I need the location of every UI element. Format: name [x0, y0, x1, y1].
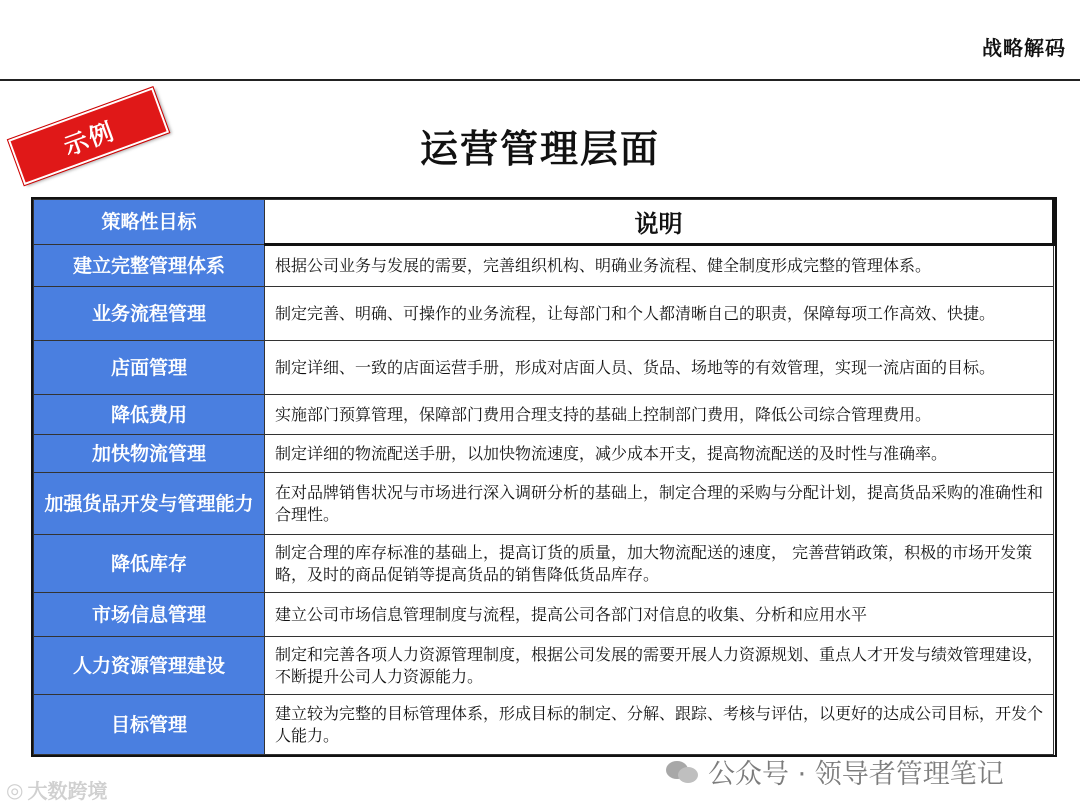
example-stamp: 示例: [8, 87, 169, 185]
goal-cell: 目标管理: [34, 695, 265, 755]
table-row: [34, 637, 1054, 695]
goal-cell: 店面管理: [34, 341, 265, 395]
desc-cell: 制定详细的物流配送手册，以加快物流速度，减少成本开支，提高物流配送的及时性与准确率。: [265, 435, 1054, 473]
desc-cell: 制定完善、明确、可操作的业务流程，让每部门和个人都清晰自己的职责，保障每项工作高效、快捷。: [265, 287, 1054, 341]
goal-column-header: 策略性目标: [34, 200, 265, 245]
desc-cell: 制定和完善各项人力资源管理制度，根据公司发展的需要开展人力资源规划、重点人才开发与绩效管理建设，不断提升公司人力资源能力。: [265, 637, 1054, 695]
goal-cell: 人力资源管理建设: [34, 637, 265, 695]
goal-cell: 市场信息管理: [34, 593, 265, 637]
page-title: 运营管理层面: [419, 127, 660, 171]
watermark-left-text: 大数跨境: [27, 779, 108, 803]
header-divider: [0, 79, 1080, 81]
goal-cell: 建立完整管理体系: [34, 245, 265, 287]
table-row: [34, 593, 1054, 637]
desc-cell: 建立较为完整的目标管理体系，形成目标的制定、分解、跟踪、考核与评估，以更好的达成公司目标，开发个人能力。: [265, 695, 1054, 755]
table-row: [34, 395, 1054, 435]
table-row: [34, 695, 1054, 755]
desc-cell: 建立公司市场信息管理制度与流程，提高公司各部门对信息的收集、分析和应用水平: [265, 593, 1054, 637]
table-row: [34, 473, 1054, 535]
header-brand: 战略解码: [982, 36, 1066, 60]
goal-cell: 降低库存: [34, 535, 265, 593]
table-row: [34, 287, 1054, 341]
table-row: [34, 341, 1054, 395]
desc-cell: 实施部门预算管理，保障部门费用合理支持的基础上控制部门费用，降低公司综合管理费用。: [265, 395, 1054, 435]
table-row: [34, 435, 1054, 473]
watermark-left: [6, 775, 107, 804]
watermark-right: [666, 752, 1004, 791]
strategy-table: [31, 197, 1057, 757]
table-row: [34, 535, 1054, 593]
goal-cell: 业务流程管理: [34, 287, 265, 341]
table-row: [34, 245, 1054, 287]
desc-cell: 在对品牌销售状况与市场进行深入调研分析的基础上，制定合理的采购与分配计划，提高货品采购的准确性和合理性。: [265, 473, 1054, 535]
desc-cell: 制定合理的库存标准的基础上，提高订货的质量，加大物流配送的速度， 完善营销政策，积极的市场开发策略，及时的商品促销等提高货品的销售降低货品库存。: [265, 535, 1054, 593]
desc-cell: 根据公司业务与发展的需要，完善组织机构、明确业务流程、健全制度形成完整的管理体系。: [265, 245, 1054, 287]
watermark-logo-icon: ◎: [6, 777, 24, 802]
goal-cell: 降低费用: [34, 395, 265, 435]
desc-cell: 制定详细、一致的店面运营手册，形成对店面人员、货品、场地等的有效管理，实现一流店面的目标。: [265, 341, 1054, 395]
wechat-icon: [666, 757, 700, 787]
desc-column-header: 说明: [265, 200, 1054, 245]
watermark-right-text: 公众号 · 领导者管理笔记: [708, 759, 1004, 790]
goal-cell: 加快物流管理: [34, 435, 265, 473]
goal-cell: 加强货品开发与管理能力: [34, 473, 265, 535]
